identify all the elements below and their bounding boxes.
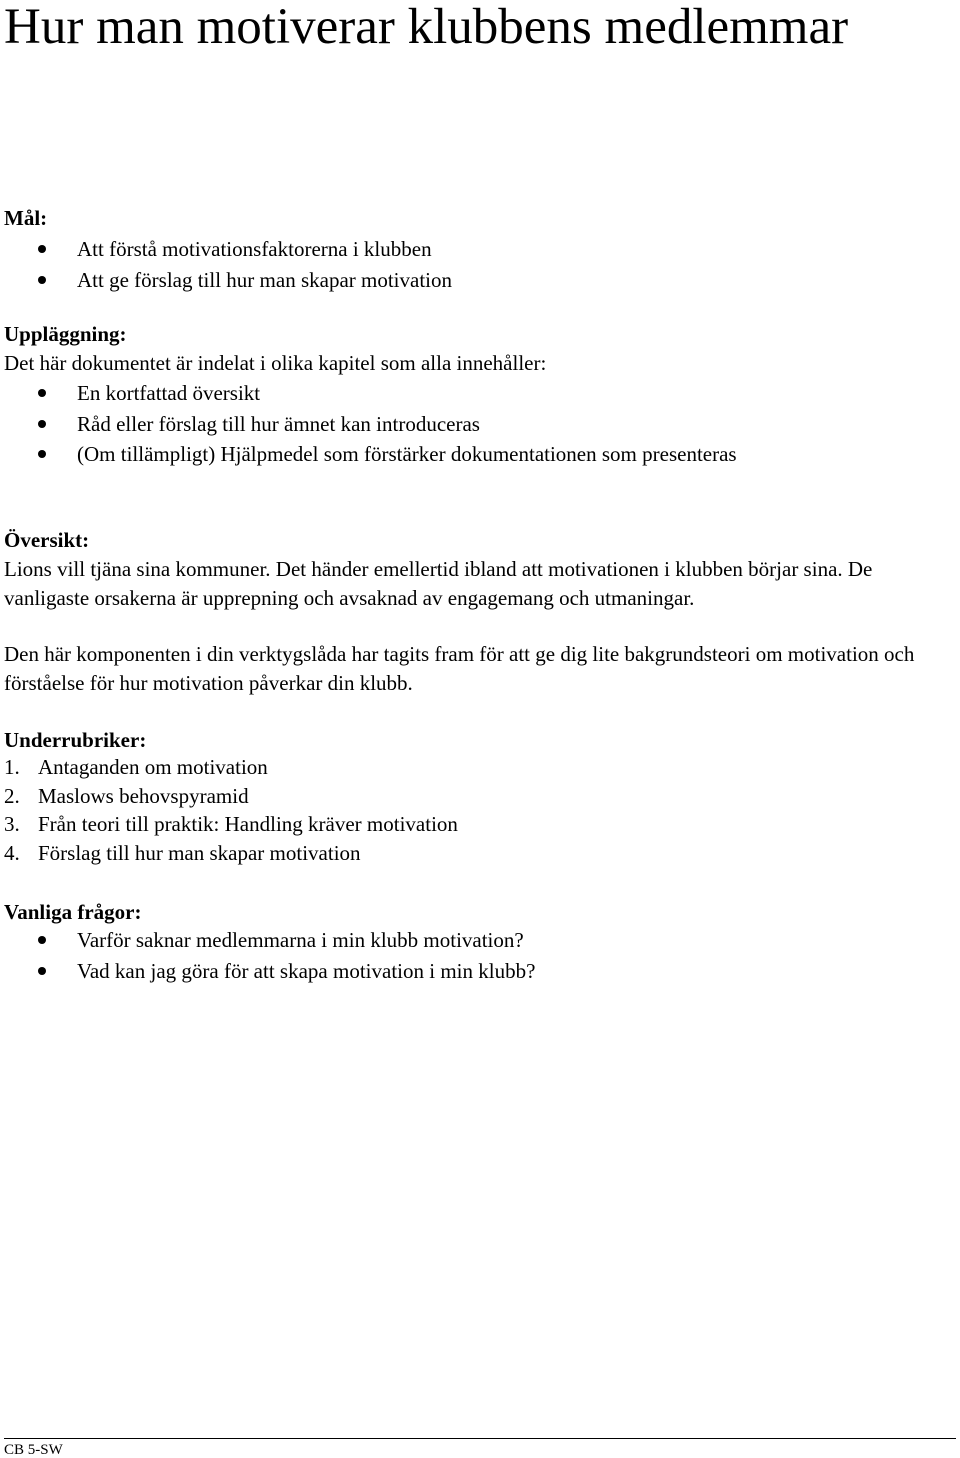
list-item: Råd eller förslag till hur ämnet kan introduceras xyxy=(0,409,737,440)
bullet-icon xyxy=(38,967,46,975)
list-item: 3. Från teori till praktik: Handling kräver motivation xyxy=(4,812,458,837)
subheadings-list xyxy=(4,753,458,868)
list-item: 2. Maslows behovspyramid xyxy=(4,783,249,808)
bullet-icon xyxy=(38,276,46,284)
faq-heading: Vanliga frågor: xyxy=(4,900,142,924)
overview-paragraph-2: Den här komponenten i din verktygslåda har tagits fram för att ge dig lite bakgrundsteori om motivation och förståelse för hur motivation påverkar din klubb. xyxy=(4,642,915,695)
bullet-icon xyxy=(38,245,46,253)
faq-list xyxy=(0,925,535,986)
list-item: Vad kan jag göra för att skapa motivation i min klubb? xyxy=(0,956,535,987)
list-item: En kortfattad översikt xyxy=(0,378,737,409)
overview-heading: Översikt: xyxy=(4,528,90,552)
list-item: 4. Förslag till hur man skapar motivation xyxy=(4,841,361,866)
layout-heading: Uppläggning: xyxy=(4,322,127,346)
list-item: 1. Antaganden om motivation xyxy=(4,755,268,779)
list-item: (Om tillämpligt) Hjälpmedel som förstärker dokumentationen som presenteras xyxy=(0,439,737,470)
document-title: Hur man motiverar klubbens medlemmar xyxy=(4,0,849,55)
overview-paragraph-1: Lions vill tjäna sina kommuner. Det händer emellertid ibland att motivationen i klubben börjar sina. De vanligaste orsakerna är upprepning och avsaknad av engagemang och utmaningar. xyxy=(4,557,873,610)
goals-list xyxy=(0,234,452,295)
layout-list xyxy=(0,378,737,470)
list-item: Att ge förslag till hur man skapar motivation xyxy=(0,265,452,296)
footer-divider xyxy=(4,1438,956,1439)
bullet-icon xyxy=(38,420,46,428)
subheadings-heading: Underrubriker: xyxy=(4,728,147,752)
list-item: Varför saknar medlemmarna i min klubb motivation? xyxy=(0,925,535,956)
bullet-icon xyxy=(38,936,46,944)
bullet-icon xyxy=(38,450,46,458)
list-item: Att förstå motivationsfaktorerna i klubben xyxy=(0,234,452,265)
bullet-icon xyxy=(38,389,46,397)
layout-intro: Det här dokumentet är indelat i olika kapitel som alla innehåller: xyxy=(4,351,547,375)
goals-heading: Mål: xyxy=(4,206,48,230)
footer-code: CB 5-SW xyxy=(4,1442,63,1458)
